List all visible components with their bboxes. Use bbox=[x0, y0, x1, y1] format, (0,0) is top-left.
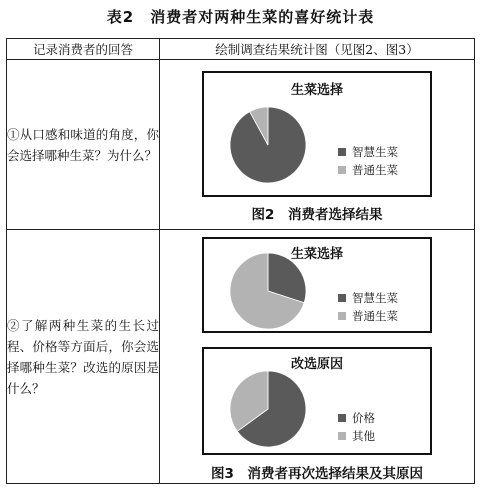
chart-1-legend bbox=[338, 143, 398, 179]
chart-3-pie bbox=[228, 369, 308, 449]
header-responses: 记录消费者的回答 bbox=[7, 39, 160, 60]
chart-3-title: 改选原因 bbox=[290, 357, 343, 372]
question-2: ②了解两种生菜的生长过程、价格等方面后，你会选择哪种生菜？改选的原因是什么？ bbox=[7, 230, 160, 484]
legend-swatch-dark bbox=[338, 148, 346, 156]
chart-3-legend bbox=[338, 409, 375, 445]
chart-1-box bbox=[202, 71, 432, 197]
chart-2-title: 生菜选择 bbox=[290, 247, 343, 262]
survey-table bbox=[6, 38, 475, 484]
figure-3-caption: 图3 消费者再次选择结果及其原因 bbox=[211, 466, 423, 482]
chart-1-pie bbox=[228, 105, 308, 185]
legend-label: 普通生菜 bbox=[352, 309, 398, 323]
figure-2-cell bbox=[160, 60, 475, 230]
chart-2-legend bbox=[338, 289, 398, 325]
legend-swatch-dark bbox=[338, 414, 346, 422]
figure-2-caption: 图2 消费者选择结果 bbox=[251, 207, 383, 223]
legend-swatch-light bbox=[338, 432, 346, 440]
legend-label: 其他 bbox=[352, 429, 375, 443]
question-1: ①从口感和味道的角度，你会选择哪种生菜？为什么？ bbox=[7, 60, 160, 230]
legend-label: 智慧生菜 bbox=[352, 145, 398, 159]
chart-3-box bbox=[202, 347, 432, 455]
legend-label: 普通生菜 bbox=[352, 163, 398, 177]
chart-2-pie bbox=[228, 251, 308, 331]
legend-swatch-light bbox=[338, 166, 346, 174]
legend-swatch-light bbox=[338, 312, 346, 320]
legend-swatch-dark bbox=[338, 294, 346, 302]
table-title: 表2 消费者对两种生菜的喜好统计表 bbox=[106, 8, 375, 26]
chart-2-box bbox=[202, 237, 432, 333]
legend-label: 智慧生菜 bbox=[352, 291, 398, 305]
figure-3-cell bbox=[160, 230, 475, 484]
header-charts: 绘制调查结果统计图（见图2、图3） bbox=[160, 39, 475, 60]
chart-1-title: 生菜选择 bbox=[290, 83, 343, 98]
legend-label: 价格 bbox=[352, 411, 375, 425]
